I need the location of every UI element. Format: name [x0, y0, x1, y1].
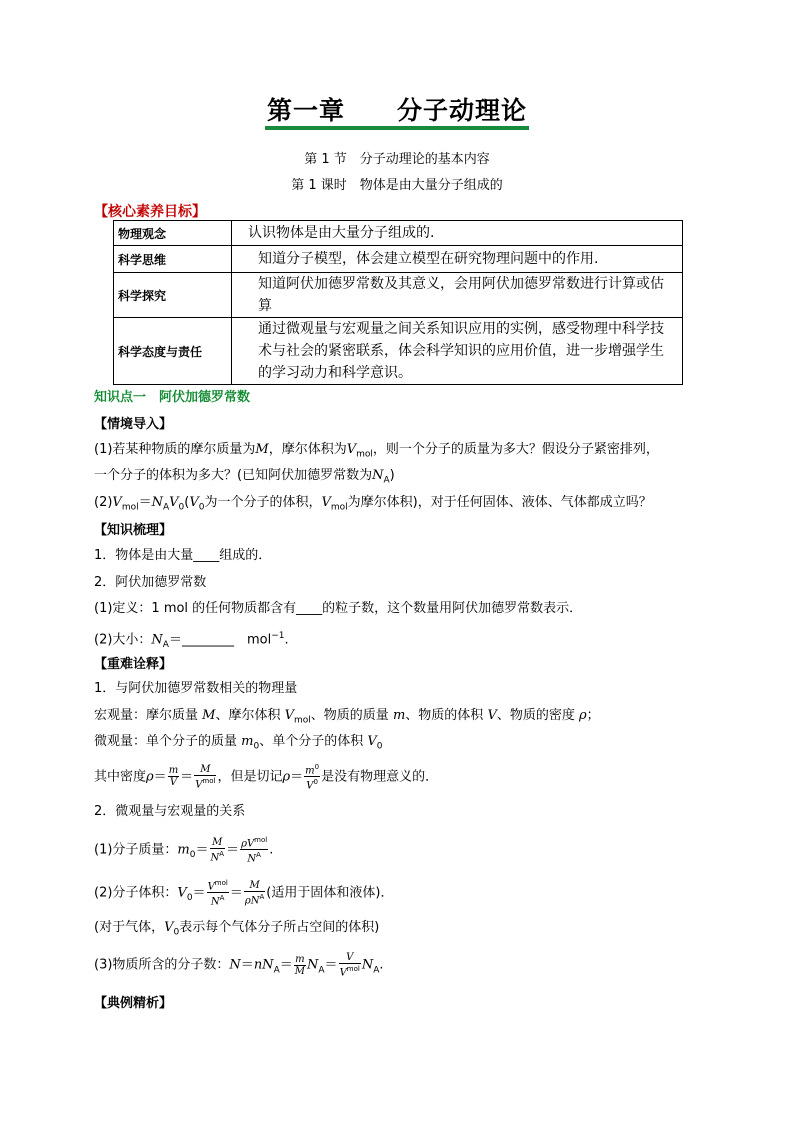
density-formula: 其中密度ρ＝ $\frac{m}{V}$ ＝ $\frac{M}{V^{mol}}$ ，但是切记ρ＝ $\frac{m^0}{V^0}$ 是没有物理意义的． [94, 763, 439, 792]
sort-item-2-2: (2)大小：$N_A=\_\_\_\_\_\_\_\_$ mol$^{-1}$. [94, 631, 289, 650]
goal-row [114, 318, 683, 385]
sort-item-1: 1．物体是由大量____组成的． [94, 548, 272, 563]
intro-question-1-line1: (1)若某种物质的摩尔质量为M，摩尔体积为$V_{mol}$，则一个分子的质量为多大？假设分子紧密排列， [94, 442, 659, 460]
goal-key: 科学思维 [114, 246, 232, 273]
micro-quantities: 微观量：单个分子的质量 $m_0$、单个分子的体积 $V_0$ [94, 734, 383, 752]
sort-item-2: 2．阿伏加德罗常数 [94, 575, 207, 590]
goals-table [113, 220, 683, 385]
lesson-title: 第 1 课时 物体是由大量分子组成的 [291, 178, 503, 193]
relation-molecule-mass: (1)分子质量：$m_0=$ $\frac{M}{N^A}$ ＝ $\frac{\rho V^{mol}}{N^A}$ . [94, 836, 274, 865]
intro-question-1-line2: 一个分子的体积为多大？(已知阿伏加德罗常数为$N_A$) [94, 468, 395, 486]
key-item-2: 2．微观量与宏观量的关系 [94, 804, 246, 819]
goal-value: 知道阿伏加德罗常数及其意义，会用阿伏加德罗常数进行计算或估算 [232, 273, 683, 318]
sort-header: 【知识梳理】 [94, 523, 173, 538]
intro-question-2: $(2)V_{mol}=N_AV_0(V_0$为一个分子的体积，$V_{mol}$为摩尔体积)，对于任何固体、液体、气体都成立吗？ [94, 495, 652, 513]
relation-molecule-volume: (2)分子体积：$V_0=$ $\frac{V^{mol}}{N^A}$ ＝ $\frac{M}{\rho N^A}$ (适用于固体和液体)． [94, 879, 394, 908]
relation-gas-note: (对于气体，$V_0$表示每个气体分子所占空间的体积) [94, 920, 380, 938]
key-item-1: 1．与阿伏加德罗常数相关的物理量 [94, 681, 298, 696]
chapter-title: 第一章 分子动理论 [0, 96, 794, 130]
example-header: 【典例精析】 [94, 996, 173, 1011]
macro-quantities: 宏观量：摩尔质量 M、摩尔体积 $V_{mol}$、物质的质量 m、物质的体积 V、物质的密度 ρ； [94, 708, 600, 726]
goal-key: 科学探究 [114, 273, 232, 318]
section-title: 第 1 节 分子动理论的基本内容 [304, 152, 490, 167]
goal-key: 物理观念 [114, 221, 232, 246]
relation-molecule-count: (3)物质所含的分子数：$N=nN_A=$ $\frac{m}{M}$ $N_A=$ $\frac{V}{V^{mol}}$ $N_A$. [94, 952, 384, 979]
goal-row [114, 221, 683, 246]
goals-header: 【核心素养目标】 [94, 204, 206, 220]
goal-value: 认识物体是由大量分子组成的. [232, 221, 683, 246]
goal-row [114, 246, 683, 273]
goal-value: 通过微观量与宏观量之间关系知识应用的实例，感受物理中科学技术与社会的紧密联系，体会科学知识的应用价值，进一步增强学生的学习动力和科学意识。 [232, 318, 683, 385]
goal-value: 知道分子模型，体会建立模型在研究物理问题中的作用. [232, 246, 683, 273]
sort-item-2-1: (1)定义：1 mol 的任何物质都含有____的粒子数，这个数量用阿伏加德罗常数表示． [94, 601, 583, 616]
knowledge-point-title: 知识点一 阿伏加德罗常数 [94, 390, 251, 405]
goal-row [114, 273, 683, 318]
goal-key: 科学态度与责任 [114, 318, 232, 385]
intro-header: 【情境导入】 [94, 417, 173, 432]
key-header: 【重难诠释】 [94, 657, 173, 672]
